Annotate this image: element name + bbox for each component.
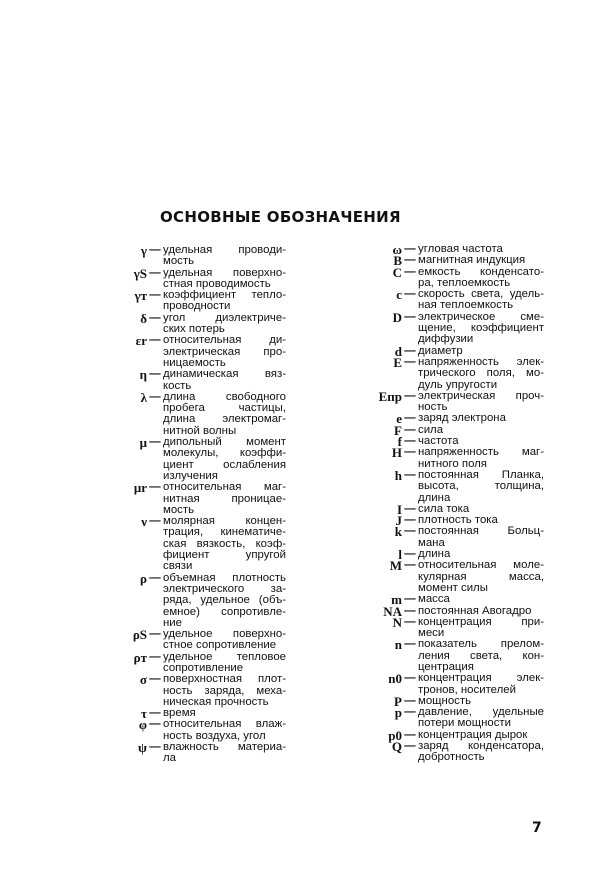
entry-symbol: m: [391, 592, 402, 608]
description-line: молярная концен-: [163, 515, 286, 528]
glossary-entry: [372, 614, 544, 640]
description-line: время: [163, 707, 196, 720]
entry-symbol: d: [394, 343, 402, 359]
entry-symbol: c: [396, 287, 402, 303]
entry-dash: —: [404, 672, 416, 685]
entry-symbol: P: [394, 693, 402, 709]
description-line: удельная проводи-: [163, 244, 286, 256]
entry-dash: —: [149, 289, 161, 302]
entry-dash: —: [404, 446, 416, 459]
description-line: проводности: [163, 300, 231, 313]
entry-description: [418, 447, 544, 470]
description-line: давление, удельные: [418, 706, 544, 719]
entry-dash: —: [404, 706, 416, 719]
glossary-entry: [372, 560, 544, 594]
entry-symbol: μr: [133, 480, 147, 496]
entry-symbol: ρ: [140, 570, 147, 586]
description-line: удельное тепловое: [163, 650, 286, 663]
description-line: напряженность элек-: [418, 355, 544, 368]
entry-dash: —: [404, 728, 416, 741]
description-line: ная теплоемкость: [418, 299, 514, 312]
entry-symbol: D: [392, 309, 402, 325]
entry-dash: —: [404, 344, 416, 357]
entry-symbol: p0: [388, 727, 402, 743]
description-line: масса: [418, 593, 450, 606]
description-line: относительная ди-: [163, 334, 286, 347]
entry-dash: —: [149, 515, 161, 528]
entry-description: [163, 516, 286, 572]
description-line: постоянная Планка,: [418, 468, 544, 481]
entry-dash: —: [404, 615, 416, 628]
glossary-entry: [116, 310, 286, 336]
description-line: емное) сопротивле-: [163, 605, 286, 618]
entry-symbol: n: [394, 637, 402, 653]
description-line: трация, кинематиче-: [163, 526, 286, 539]
description-line: момент силы: [418, 581, 488, 594]
glossary-entry: [116, 516, 286, 572]
description-line: стное сопротивление: [163, 639, 277, 652]
description-line: относительная моле-: [418, 559, 544, 572]
entry-symbol: ν: [141, 514, 147, 530]
description-line: мость: [163, 503, 195, 516]
description-line: объемная плотность: [163, 571, 286, 584]
entry-dash: —: [149, 650, 161, 663]
entry-symbol: φ: [138, 717, 147, 733]
description-line: мость: [163, 255, 195, 268]
description-line: фициент упругой: [163, 549, 286, 562]
description-line: ская вязкость, коэф-: [163, 537, 286, 550]
entry-symbol: σ: [139, 672, 147, 688]
glossary-entry: [372, 673, 544, 696]
entry-symbol: λ: [140, 389, 147, 405]
entry-symbol: γ: [140, 243, 147, 258]
entry-dash: —: [404, 638, 416, 651]
entry-description: [163, 335, 286, 369]
description-line: длина электромаг-: [163, 413, 286, 426]
entry-symbol: ψ: [138, 740, 147, 756]
description-line: потери мощности: [418, 717, 511, 730]
description-line: нитного поля: [418, 457, 487, 470]
entry-dash: —: [149, 266, 161, 279]
entry-symbol: B: [393, 253, 402, 269]
entry-symbol: E: [393, 354, 402, 370]
entry-description: [163, 369, 286, 392]
right-column: [372, 244, 544, 764]
description-line: угол диэлектриче-: [163, 311, 286, 324]
entry-description: [418, 289, 544, 312]
entry-dash: —: [404, 265, 416, 278]
glossary-entry: [372, 526, 544, 549]
entry-symbol: τ: [141, 706, 147, 722]
description-line: трического поля, мо-: [418, 367, 544, 380]
description-line: влажность материа-: [163, 741, 286, 754]
description-line: дипольный момент: [163, 436, 286, 449]
description-line: длина: [418, 491, 451, 504]
description-line: высота, толщина,: [418, 480, 544, 493]
entry-description: [163, 652, 286, 675]
description-line: кость: [163, 379, 192, 392]
entry-description: [418, 560, 544, 594]
description-line: ряда, удельное (объ-: [163, 594, 286, 607]
description-line: электрическое сме-: [418, 310, 544, 323]
description-line: частота: [418, 435, 459, 448]
description-line: электрического за-: [163, 582, 286, 595]
entry-symbol: η: [139, 367, 147, 383]
glossary-entry: [372, 354, 544, 391]
entry-description: [163, 573, 286, 629]
glossary-entry: [372, 639, 544, 673]
entry-description: [418, 312, 544, 346]
entry-description: [163, 437, 286, 482]
entry-symbol: H: [391, 445, 402, 461]
glossary-entry: [372, 467, 544, 504]
description-line: заряд конденсатора,: [418, 740, 544, 753]
entry-symbol: F: [394, 422, 402, 438]
entry-description: [418, 470, 544, 504]
description-line: ние: [163, 616, 182, 629]
description-line: относительная влаж-: [163, 718, 286, 731]
entry-symbol: εr: [135, 333, 147, 349]
glossary-entry: [116, 265, 286, 291]
entry-dash: —: [149, 390, 161, 403]
entry-description: [418, 391, 544, 414]
description-line: удельная поверхно-: [163, 266, 286, 279]
description-line: заряд электрона: [418, 412, 506, 425]
description-line: меси: [418, 627, 445, 640]
entry-dash: —: [149, 311, 161, 324]
description-line: дуль упругости: [418, 378, 498, 391]
description-line: связи: [163, 560, 193, 573]
entry-dash: —: [404, 310, 416, 323]
entry-symbol: J: [395, 513, 402, 529]
entry-symbol: h: [394, 467, 402, 483]
description-line: ра, теплоемкость: [418, 276, 511, 289]
description-line: плотность тока: [418, 514, 498, 527]
description-line: мощность: [418, 694, 472, 707]
glossary-entry: [372, 264, 544, 290]
description-line: щение, коэффициент: [418, 322, 544, 335]
entry-symbol: p: [394, 705, 402, 721]
page-title: ОСНОВНЫЕ ОБОЗНАЧЕНИЯ: [160, 208, 401, 226]
entry-symbol: μ: [139, 435, 147, 451]
glossary-entry: [116, 649, 286, 675]
glossary-entry: [116, 245, 286, 268]
description-line: сила тока: [418, 502, 470, 515]
entry-dash: —: [404, 604, 416, 617]
entry-description: [163, 268, 286, 291]
glossary-entry: [116, 742, 286, 765]
description-line: относительная маг-: [163, 481, 286, 494]
entry-dash: —: [404, 412, 416, 425]
entry-dash: —: [404, 435, 416, 448]
entry-symbol: n0: [388, 671, 402, 687]
description-line: ность: [418, 401, 448, 414]
description-line: диаметр: [418, 344, 463, 357]
entry-dash: —: [404, 694, 416, 707]
description-line: диффузии: [418, 333, 474, 346]
description-line: нитная проницае-: [163, 492, 286, 505]
description-line: длина свободного: [163, 390, 286, 403]
entry-description: [418, 526, 544, 549]
description-line: добротность: [418, 751, 485, 764]
description-line: сила: [418, 423, 444, 436]
glossary-entry: [116, 335, 286, 369]
description-line: пробега частицы,: [163, 402, 286, 415]
description-line: постоянная Больц-: [418, 525, 544, 538]
glossary-entry: [116, 719, 286, 742]
entry-symbol: N: [392, 614, 402, 630]
description-line: постоянная Авогадро: [418, 604, 532, 617]
glossary-entry: [372, 388, 544, 414]
glossary-entry: [116, 674, 286, 708]
entry-dash: —: [149, 368, 161, 381]
description-line: поверхностная плот-: [163, 673, 286, 686]
entry-description: [163, 482, 286, 516]
description-line: концентрация элек-: [418, 672, 544, 685]
entry-dash: —: [404, 548, 416, 561]
description-line: стная проводимость: [163, 277, 271, 290]
entry-dash: —: [149, 741, 161, 754]
description-line: коэффициент тепло-: [163, 289, 286, 302]
entry-description: [163, 290, 286, 313]
entry-dash: —: [149, 571, 161, 584]
glossary-entry: [116, 290, 286, 313]
entry-description: [418, 707, 544, 730]
entry-dash: —: [404, 243, 416, 255]
entry-description: [418, 617, 544, 640]
entry-dash: —: [404, 525, 416, 538]
entry-symbol: M: [389, 558, 402, 574]
description-line: излучения: [163, 469, 218, 482]
glossary-entry: [372, 707, 544, 730]
entry-symbol: NA: [383, 603, 402, 619]
entry-dash: —: [404, 502, 416, 515]
entry-symbol: f: [397, 434, 402, 450]
entry-dash: —: [149, 707, 161, 720]
glossary-entry: [372, 447, 544, 470]
glossary-entry: [372, 309, 544, 346]
glossary-entry: [116, 369, 286, 392]
description-line: магнитная индукция: [418, 254, 526, 267]
entry-description: [163, 719, 286, 742]
entry-symbol: e: [396, 411, 402, 427]
description-line: циент ослабления: [163, 458, 286, 471]
entry-description: [163, 742, 286, 765]
description-line: тронов, носителей: [418, 683, 516, 696]
description-line: показатель прелом-: [418, 638, 544, 651]
entry-symbol: Q: [391, 739, 402, 755]
glossary-entry: [372, 741, 544, 764]
glossary-entry: [372, 289, 544, 312]
entry-symbol: Eпр: [378, 388, 402, 404]
entry-dash: —: [404, 355, 416, 368]
entry-dash: —: [149, 628, 161, 641]
description-line: ническая прочность: [163, 695, 269, 708]
description-line: электрическая проч-: [418, 389, 544, 402]
description-line: ность заряда, меха-: [163, 684, 286, 697]
entry-description: [163, 392, 286, 437]
description-line: напряженность маг-: [418, 446, 544, 459]
entry-symbol: δ: [140, 310, 147, 326]
description-line: молекулы, коэффи-: [163, 447, 286, 460]
entry-description: [163, 674, 286, 708]
entry-description: [163, 629, 286, 652]
entry-symbol: γS: [133, 265, 147, 281]
description-line: центрация: [418, 660, 474, 673]
left-column: [116, 245, 286, 765]
description-line: ла: [163, 752, 176, 765]
description-line: ления света, кон-: [418, 649, 544, 662]
entry-dash: —: [149, 334, 161, 347]
description-line: удельное поверхно-: [163, 628, 286, 641]
description-line: емкость конденсато-: [418, 265, 544, 278]
entry-dash: —: [149, 244, 161, 256]
description-line: кулярная масса,: [418, 570, 544, 583]
entry-dash: —: [404, 468, 416, 481]
entry-description: [418, 639, 544, 673]
description-line: скорость света, удель-: [418, 288, 544, 301]
entry-description: [163, 245, 286, 268]
description-line: мана: [418, 536, 445, 549]
entry-dash: —: [404, 389, 416, 402]
entry-symbol: ρт: [133, 649, 147, 665]
description-line: электрическая про-: [163, 345, 286, 358]
description-line: концентрация при-: [418, 615, 544, 628]
entry-dash: —: [149, 673, 161, 686]
entry-symbol: k: [394, 524, 402, 540]
description-line: концентрация дырок: [418, 728, 528, 741]
entry-dash: —: [149, 481, 161, 494]
entry-dash: —: [404, 593, 416, 606]
entry-description: [418, 267, 544, 290]
entry-dash: —: [404, 514, 416, 527]
entry-description: [418, 594, 544, 605]
description-line: динамическая вяз-: [163, 368, 286, 381]
entry-dash: —: [404, 254, 416, 267]
entry-description: [163, 313, 286, 336]
entry-symbol: γт: [134, 288, 147, 304]
entry-symbol: l: [398, 547, 402, 563]
glossary-entry: [116, 629, 286, 652]
entry-dash: —: [404, 423, 416, 436]
entry-symbol: ω: [392, 242, 402, 257]
description-line: ницаемость: [163, 356, 226, 369]
entry-dash: —: [404, 740, 416, 753]
description-line: ских потерь: [163, 323, 225, 336]
entry-symbol: C: [392, 264, 402, 280]
description-line: угловая частота: [418, 243, 503, 255]
entry-description: [418, 673, 544, 696]
entry-dash: —: [404, 559, 416, 572]
entry-dash: —: [404, 288, 416, 301]
glossary-entry: [116, 389, 286, 437]
glossary-entry: [116, 482, 286, 516]
entry-symbol: ρS: [132, 627, 147, 643]
description-line: ность воздуха, угол: [163, 729, 266, 742]
entry-description: [418, 741, 544, 764]
glossary-entry: [116, 437, 286, 482]
entry-description: [418, 357, 544, 391]
page-number: 7: [532, 820, 542, 836]
description-line: длина: [418, 548, 451, 561]
entry-description: [418, 255, 544, 266]
entry-dash: —: [149, 718, 161, 731]
description-line: нитной волны: [163, 424, 237, 437]
glossary-entry: [116, 570, 286, 629]
entry-symbol: I: [396, 501, 402, 517]
entry-dash: —: [149, 436, 161, 449]
description-line: сопротивление: [163, 661, 244, 674]
